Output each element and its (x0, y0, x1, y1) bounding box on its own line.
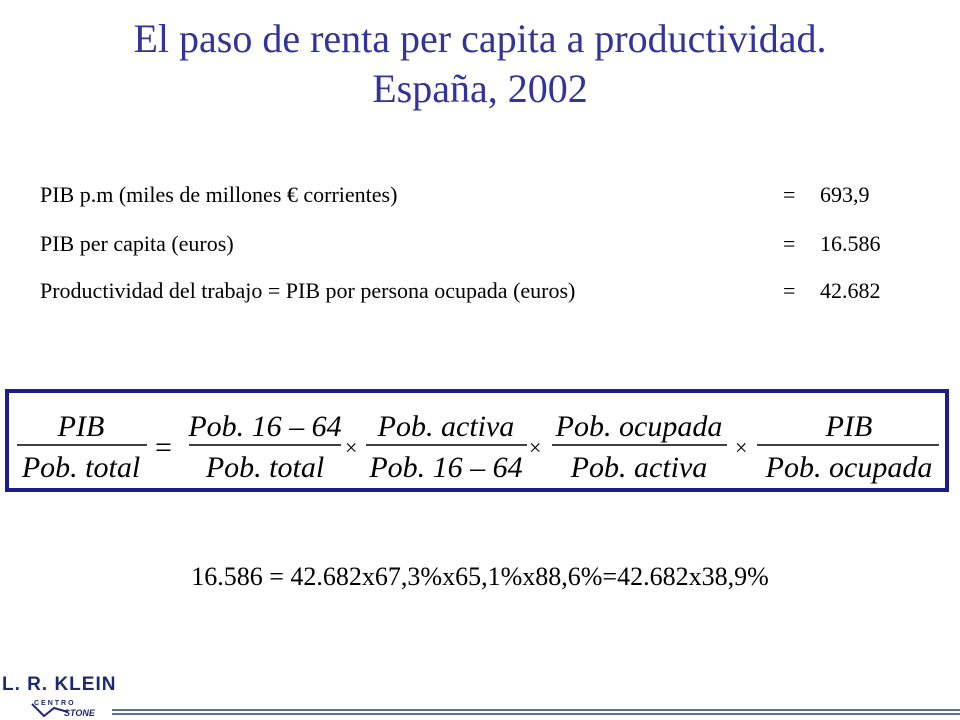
factor-4-numerator: PIB (825, 410, 873, 443)
row-equals: = (783, 231, 796, 256)
factor-2-numerator: Pob. activa (377, 410, 515, 443)
row-label: Productividad del trabajo = PIB por persona ocupada (euros) (40, 278, 576, 303)
logo-main-text: L. R. KLEIN (2, 674, 117, 695)
equals-sign: = (155, 431, 172, 464)
times-sign-1: × (345, 435, 358, 460)
title-line-1: El paso de renta per capita a productividad. (133, 16, 827, 61)
factor-2-denominator: Pob. 16 – 64 (369, 451, 523, 484)
row-value: 16.586 (820, 231, 881, 256)
row-label: PIB per capita (euros) (40, 231, 234, 256)
logo-centro-text: CENTRO (34, 700, 76, 707)
logo-stone-text: STONE (64, 708, 95, 718)
row-label: PIB p.m (miles de millones € corrientes) (40, 182, 398, 207)
factor-4-denominator: Pob. ocupada (765, 451, 933, 484)
factor-1-numerator: Pob. 16 – 64 (188, 410, 342, 443)
times-sign-3: × (735, 435, 748, 460)
footer-lines (112, 709, 960, 717)
times-sign-2: × (529, 435, 542, 460)
factor-3-numerator: Pob. ocupada (555, 410, 723, 443)
row-equals: = (783, 182, 796, 207)
klein-logo (0, 670, 130, 720)
row-equals: = (783, 278, 796, 303)
footer-line (112, 713, 960, 715)
formula-box (5, 389, 949, 492)
row-value: 42.682 (820, 278, 881, 303)
footer-line (112, 709, 960, 711)
formula-svg (9, 393, 945, 488)
row-value: 693,9 (820, 182, 870, 207)
lhs-numerator: PIB (57, 410, 105, 443)
result-equation: 16.586 = 42.682x67,3%x65,1%x88,6%=42.682x38,9% (191, 562, 769, 591)
factor-1-denominator: Pob. total (205, 451, 325, 484)
slide-title (0, 14, 960, 114)
factor-3-denominator: Pob. activa (570, 451, 708, 484)
lhs-denominator: Pob. total (21, 451, 141, 484)
title-line-2: España, 2002 (372, 66, 588, 111)
